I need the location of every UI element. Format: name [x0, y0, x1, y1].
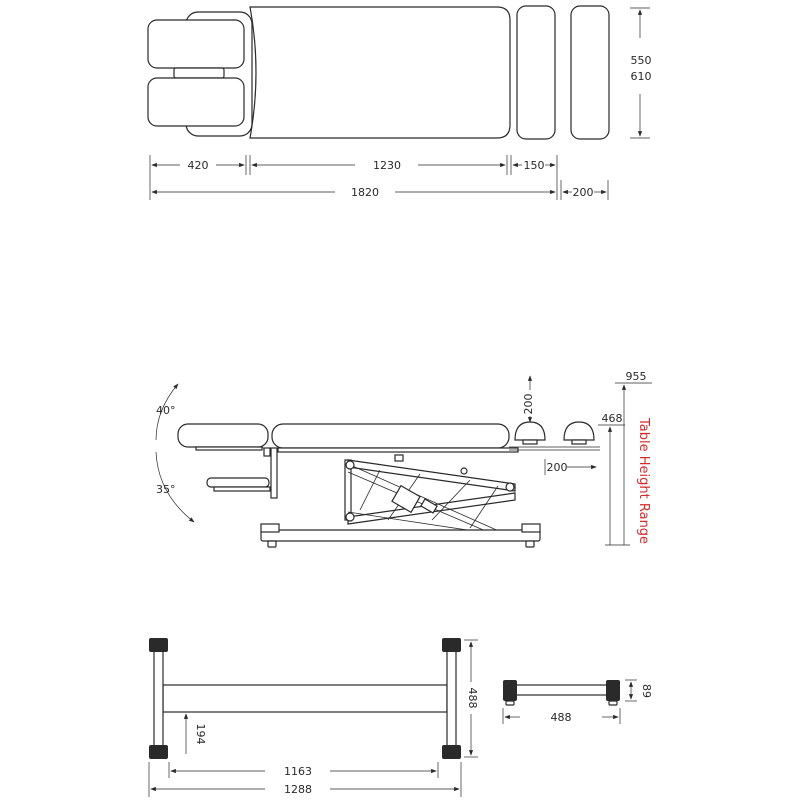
- end-rail: [514, 685, 610, 695]
- dim-base-total-length: 1288: [284, 783, 312, 796]
- dim-foot-offset: 200: [546, 461, 568, 474]
- base-foot-bl: [149, 745, 168, 759]
- dim-height-max: 955: [625, 370, 647, 383]
- side-view: [156, 370, 652, 547]
- dim-extension: 200: [572, 186, 594, 199]
- angle-up-label: 40°: [156, 404, 176, 417]
- foot-cushion-side-1: [515, 422, 545, 440]
- headrest-lowered: [207, 478, 269, 487]
- base-frame-side: [261, 530, 540, 541]
- dim-base-height: 194: [194, 723, 207, 745]
- foot-cushion-side-2: [564, 422, 594, 440]
- dim-foot-raise: 200: [522, 393, 535, 415]
- table-height-range-label: Table Height Range: [636, 418, 651, 545]
- dim-end-width: 488: [550, 711, 572, 724]
- base-foot-br: [442, 745, 461, 759]
- dim-base-depth: 488: [466, 687, 479, 709]
- base-rail: [163, 685, 447, 712]
- dim-end-height: 89: [640, 684, 653, 698]
- dim-total-length: 1820: [351, 186, 379, 199]
- dim-base-inner-length: 1163: [284, 765, 312, 778]
- base-view: [149, 638, 479, 797]
- base-foot-tr: [442, 638, 461, 652]
- dim-width-b: 610: [630, 70, 652, 83]
- dim-foot-length: 150: [523, 159, 545, 172]
- dim-height-min: 468: [601, 412, 623, 425]
- headrest-lower-cushion: [148, 78, 244, 126]
- headrest-upper-cushion: [148, 20, 244, 68]
- angle-down-label: 35°: [156, 483, 176, 496]
- end-foot-right: [606, 680, 620, 701]
- base-foot-tl: [149, 638, 168, 652]
- end-foot-left: [503, 680, 517, 701]
- headrest-side: [178, 424, 268, 447]
- main-top-side: [272, 424, 509, 448]
- foot-cushion-2: [571, 6, 609, 139]
- headrest-connector: [174, 68, 224, 78]
- foot-cushion-1: [517, 6, 555, 139]
- end-view: [503, 680, 653, 724]
- dim-head-length: 420: [187, 159, 209, 172]
- dim-width-a: 550: [630, 54, 652, 67]
- top-view: [148, 6, 652, 200]
- dim-main-length: 1230: [373, 159, 401, 172]
- main-top-cushion: [250, 7, 510, 138]
